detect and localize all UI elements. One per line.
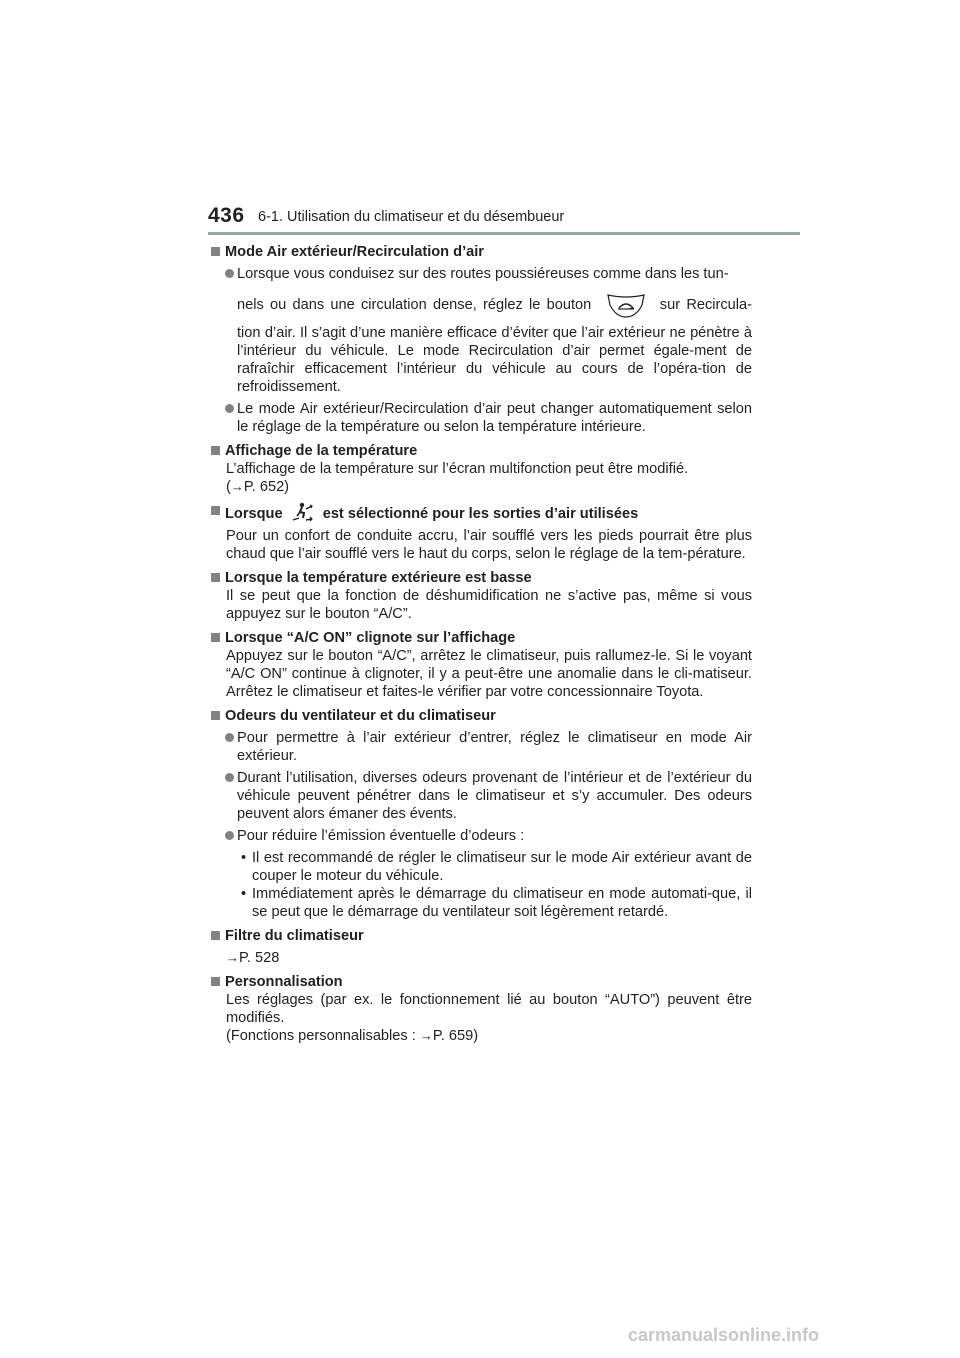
page-number: 436 [208,204,245,227]
section-title: Personnalisation [210,973,752,991]
square-bullet-icon [211,931,220,940]
page-reference[interactable]: →P. 528 [226,950,280,966]
watermark-logo: carmanualsonline.info [628,1325,820,1345]
section-title: Lorsque “A/C ON” clignote sur l’affichage [210,629,752,647]
square-bullet-icon [211,247,220,256]
feet-body-airflow-icon [291,502,315,527]
square-bullet-icon [211,446,220,455]
round-bullet-icon [225,773,234,782]
section-temperature-display: Affichage de la température L’affichage de la température sur l’écran multifonction peut être modifié. (→P. 652) [210,442,752,496]
list-item: Lorsque vous conduisez sur des routes poussiéreuses comme dans les tun- nels ou dans une circulation dense, réglez le bouton sur Recircula- tion d’air. Il s’agit d’une manière efficace d’éviter que l’air extérieur ne pénètre à l’intérieur du véhicule. Le mode Recirculation d’air permet égale-ment de rafraîchir efficacement l’intérieur du véhicule au cours de l’opéra-tion de refroidissement. [210,265,752,396]
recirculation-button-icon [606,293,646,324]
round-bullet-icon [225,733,234,742]
square-bullet-icon [211,573,220,582]
header-rule [208,232,800,235]
square-bullet-icon [211,711,220,720]
list-item: Pour réduire l’émission éventuelle d’odeurs : [210,827,752,845]
section-title: Lorsque est sélectionné pour les sorties d’air utilisées [210,502,752,527]
page-reference[interactable]: (Fonctions personnalisables : →P. 659) [226,1028,479,1044]
arrow-right-icon: → [230,479,244,494]
section-ac-on-blinking: Lorsque “A/C ON” clignote sur l’affichage Appuyez sur le bouton “A/C”, arrêtez le climatiseur, puis rallumez-le. Si le voyant “A/C ON” continue à clignoter, il y a peut-être une anomalie dans le cli-matiseur. Arrêtez le climatiseur et faites-le vérifier par votre concessionnaire Toyota. [210,629,752,701]
list-item: Durant l’utilisation, diverses odeurs provenant de l’intérieur et de l’extérieur du véhicule peuvent pénétrer dans le climatiseur et s’y accumuler. Des odeurs peuvent alors émaner des évents. [210,769,752,823]
list-item: Le mode Air extérieur/Recirculation d’air peut changer automatiquement selon le réglage de la température ou selon la température intérieure. [210,400,752,436]
section-odors [210,707,752,921]
section-air-mode [210,243,752,436]
page-reference[interactable]: (→P. 652) [226,479,290,495]
round-bullet-icon [225,269,234,278]
page-header [0,0,960,240]
list-item: Pour permettre à l’air extérieur d’entrer, réglez le climatiseur en mode Air extérieur. [210,729,752,765]
square-bullet-icon [211,633,220,642]
sub-list-item: • Immédiatement après le démarrage du climatiseur en mode automati-que, il se peut que le démarrage du ventilateur soit légèrement retardé. [241,886,752,920]
section-title: Mode Air extérieur/Recirculation d’air [210,243,752,261]
section-title: Filtre du climatiseur [210,927,752,945]
section-title: Lorsque la température extérieure est basse [210,569,752,587]
square-bullet-icon [211,506,220,515]
round-bullet-icon [225,404,234,413]
arrow-right-icon: → [226,950,239,965]
square-bullet-icon [211,977,220,986]
page-content [210,243,752,1051]
round-bullet-icon [225,831,234,840]
sub-list-item: • Il est recommandé de régler le climatiseur sur le mode Air extérieur avant de couper le moteur du véhicule. [241,850,752,884]
chapter-title: 6-1. Utilisation du climatiseur et du désembueur [258,209,565,225]
section-title: Affichage de la température [210,442,752,460]
section-air-outlets: Lorsque est sélectionné pour les sorties d’air utilisées Pour un confort de conduite accru, l’air soufflé vers les pieds pourrait être plus chaud que l’air soufflé vers le haut du corps, selon le réglage de la tem-pérature. [210,502,752,563]
section-personalization: Personnalisation Les réglages (par ex. le fonctionnement lié au bouton “AUTO”) peuvent être modifiés. (Fonctions personnalisables : →P. 659) [210,973,752,1045]
section-low-outside-temperature: Lorsque la température extérieure est basse Il se peut que la fonction de déshumidification ne s’active pas, même si vous appuyez sur le bouton “A/C”. [210,569,752,623]
arrow-right-icon: → [419,1028,433,1043]
section-ac-filter [210,927,752,967]
section-title: Odeurs du ventilateur et du climatiseur [210,707,752,725]
